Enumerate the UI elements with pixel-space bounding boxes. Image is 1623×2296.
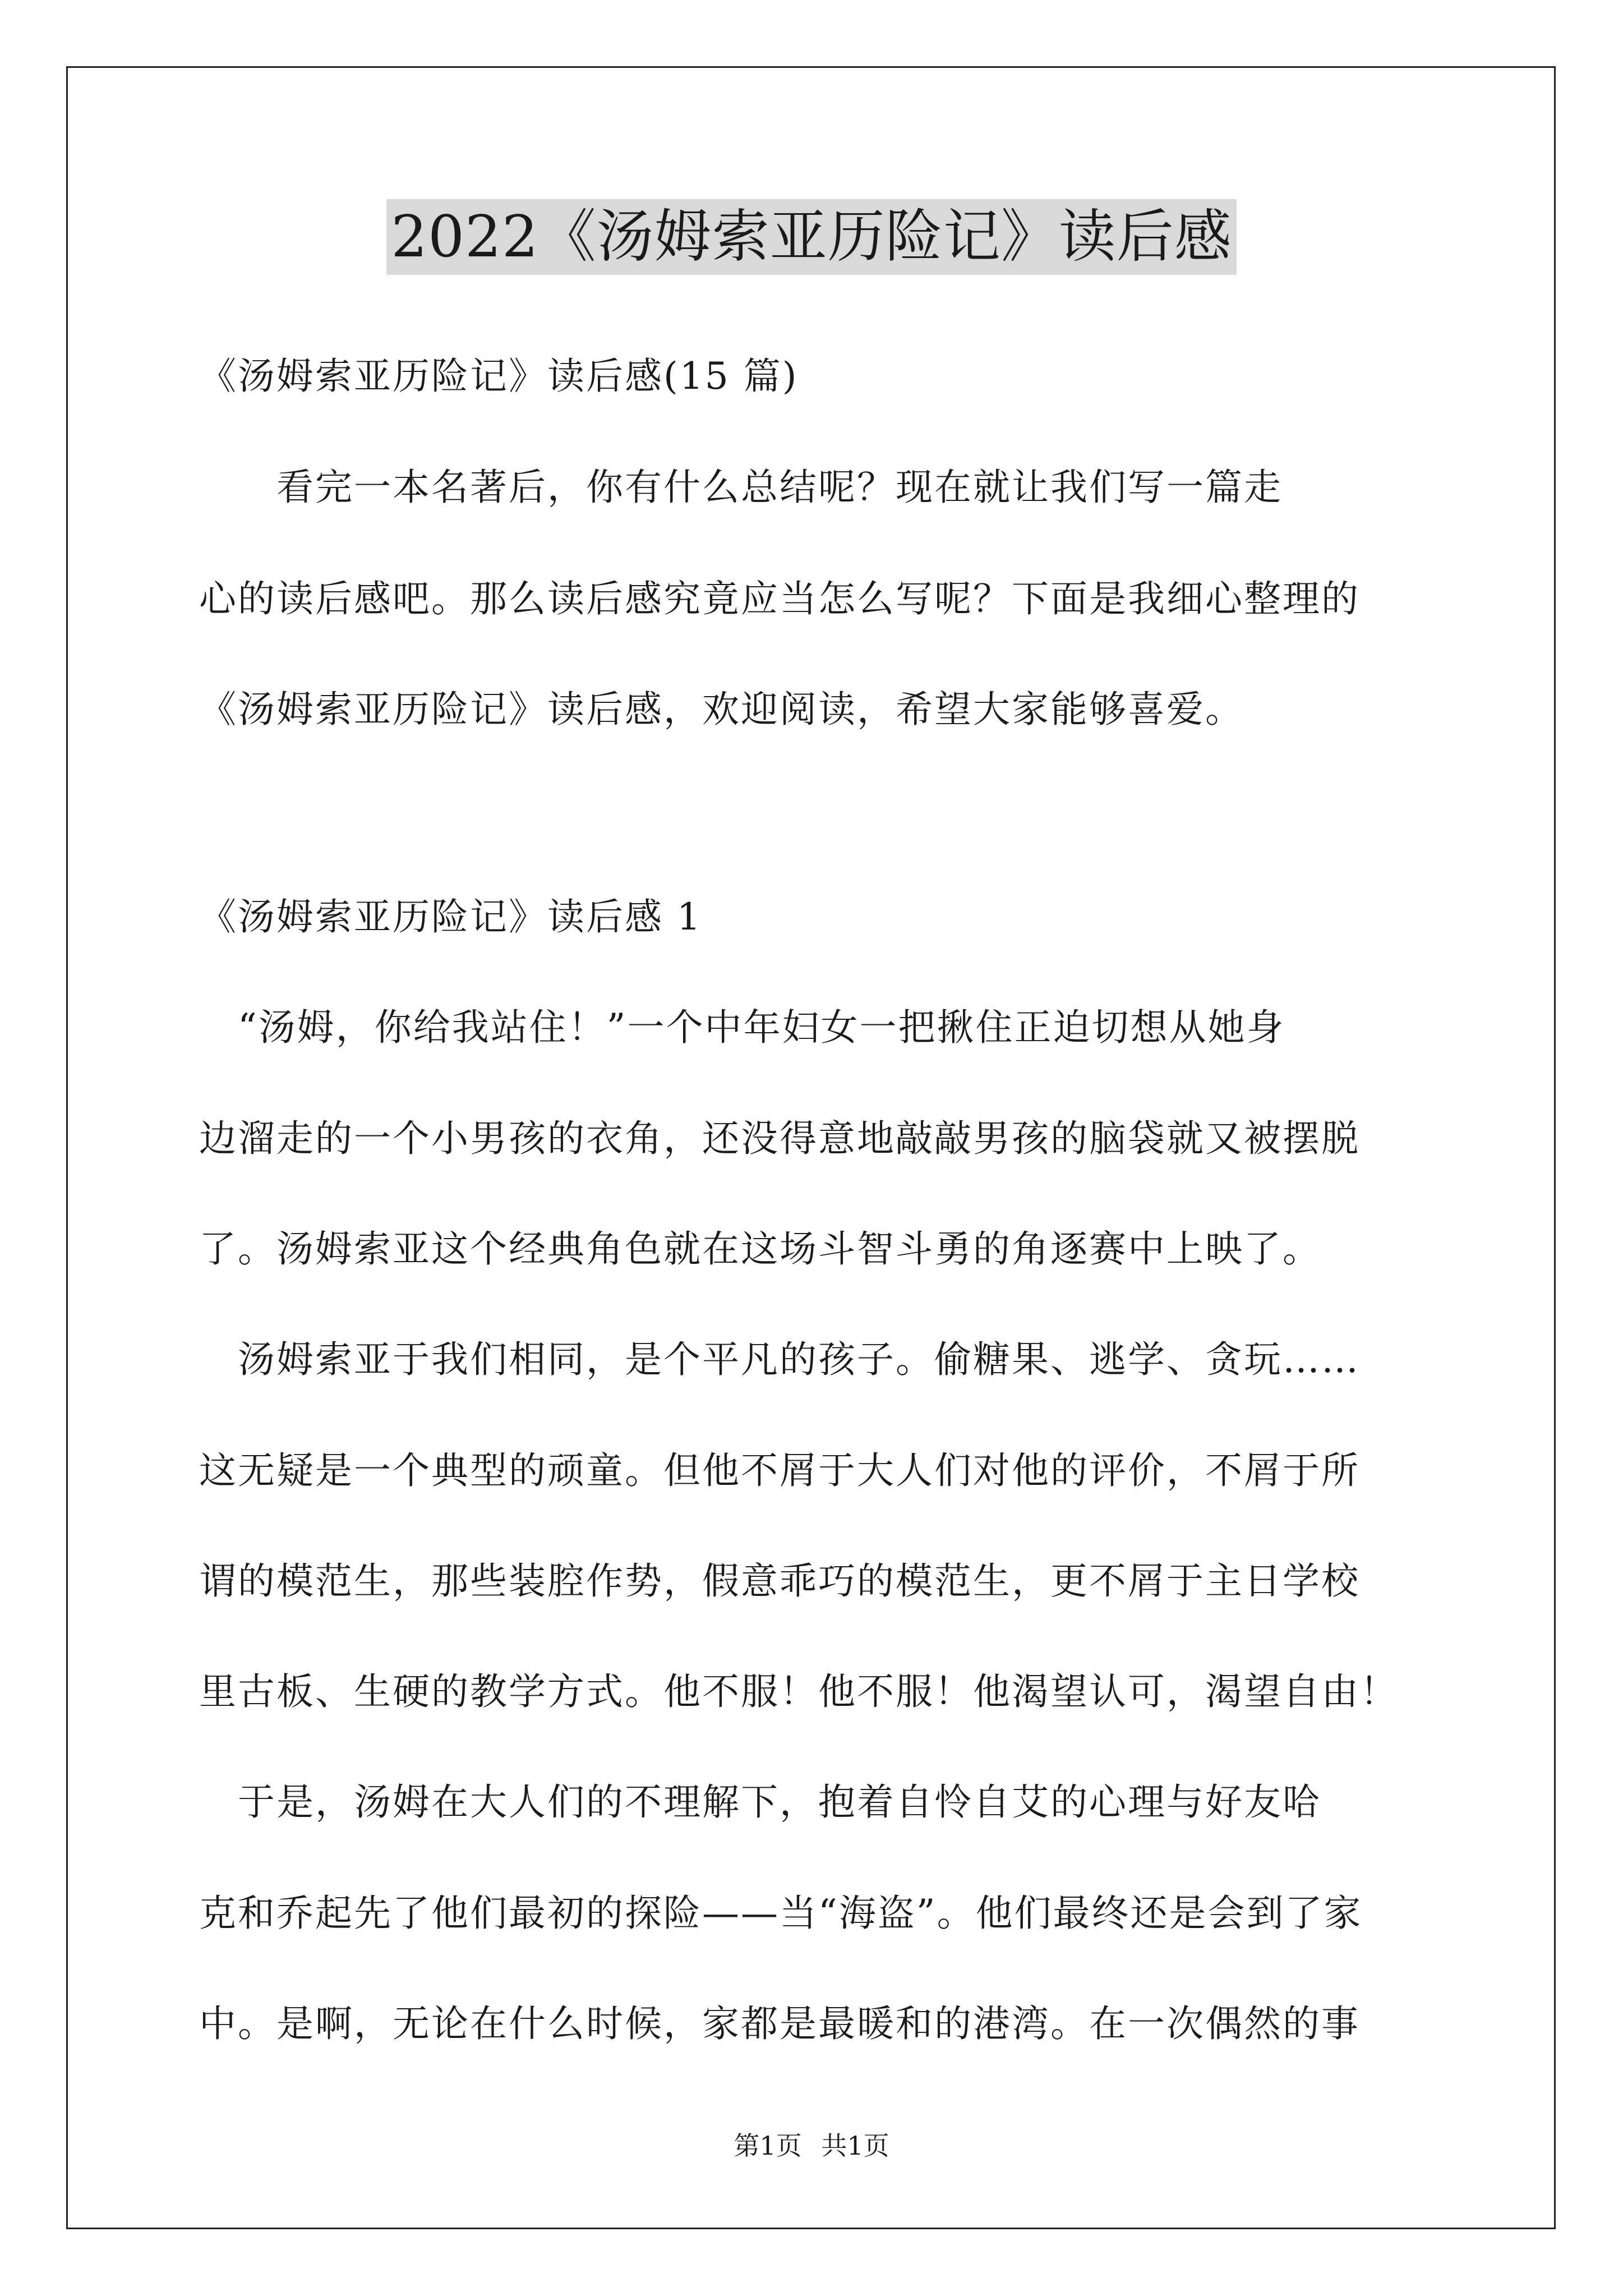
paragraph-line: 了。汤姆索亚这个经典角色就在这场斗智斗勇的角逐赛中上映了。 (199, 1227, 1321, 1271)
paragraph-line: 看完一本名著后，你有什么总结呢？现在就让我们写一篇走 (199, 466, 1283, 509)
section-heading: 《汤姆索亚历险记》读后感 1 (199, 895, 702, 938)
document-title: 2022《汤姆索亚历险记》读后感 (386, 199, 1237, 275)
page-number: 第1页 (734, 2131, 802, 2161)
paragraph-line: “汤姆，你给我站住！”一个中年妇女一把揪住正迫切想从她身 (199, 1006, 1285, 1049)
page-footer (0, 2129, 1623, 2162)
paragraph-line: 汤姆索亚于我们相同，是个平凡的孩子。偷糖果、逃学、贪玩…… (199, 1338, 1360, 1381)
paragraph-line: 《汤姆索亚历险记》读后感，欢迎阅读，希望大家能够喜爱。 (199, 688, 1244, 731)
paragraph-line: 里古板、生硬的教学方式。他不服！他不服！他渴望认可，渴望自由！ (199, 1670, 1399, 1713)
page-total: 共1页 (821, 2131, 889, 2161)
paragraph-line: 谓的模范生，那些装腔作势，假意乖巧的模范生，更不屑于主日学校 (199, 1559, 1360, 1603)
paragraph-line: 于是，汤姆在大人们的不理解下，抱着自怜自艾的心理与好友哈 (199, 1780, 1321, 1824)
subtitle-line: 《汤姆索亚历险记》读后感(15 篇) (199, 355, 799, 398)
paragraph-line: 这无疑是一个典型的顽童。但他不屑于大人们对他的评价，不屑于所 (199, 1449, 1360, 1492)
paragraph-line: 克和乔起先了他们最初的探险——当“海盗”。他们最终还是会到了家 (199, 1892, 1363, 1935)
paragraph-line: 中。是啊，无论在什么时候，家都是最暖和的港湾。在一次偶然的事 (199, 2002, 1360, 2045)
paragraph-line: 心的读后感吧。那么读后感究竟应当怎么写呢？下面是我细心整理的 (199, 577, 1360, 620)
paragraph-line: 边溜走的一个小男孩的衣角，还没得意地敲敲男孩的脑袋就又被摆脱 (199, 1117, 1360, 1160)
title-container (0, 199, 1623, 275)
